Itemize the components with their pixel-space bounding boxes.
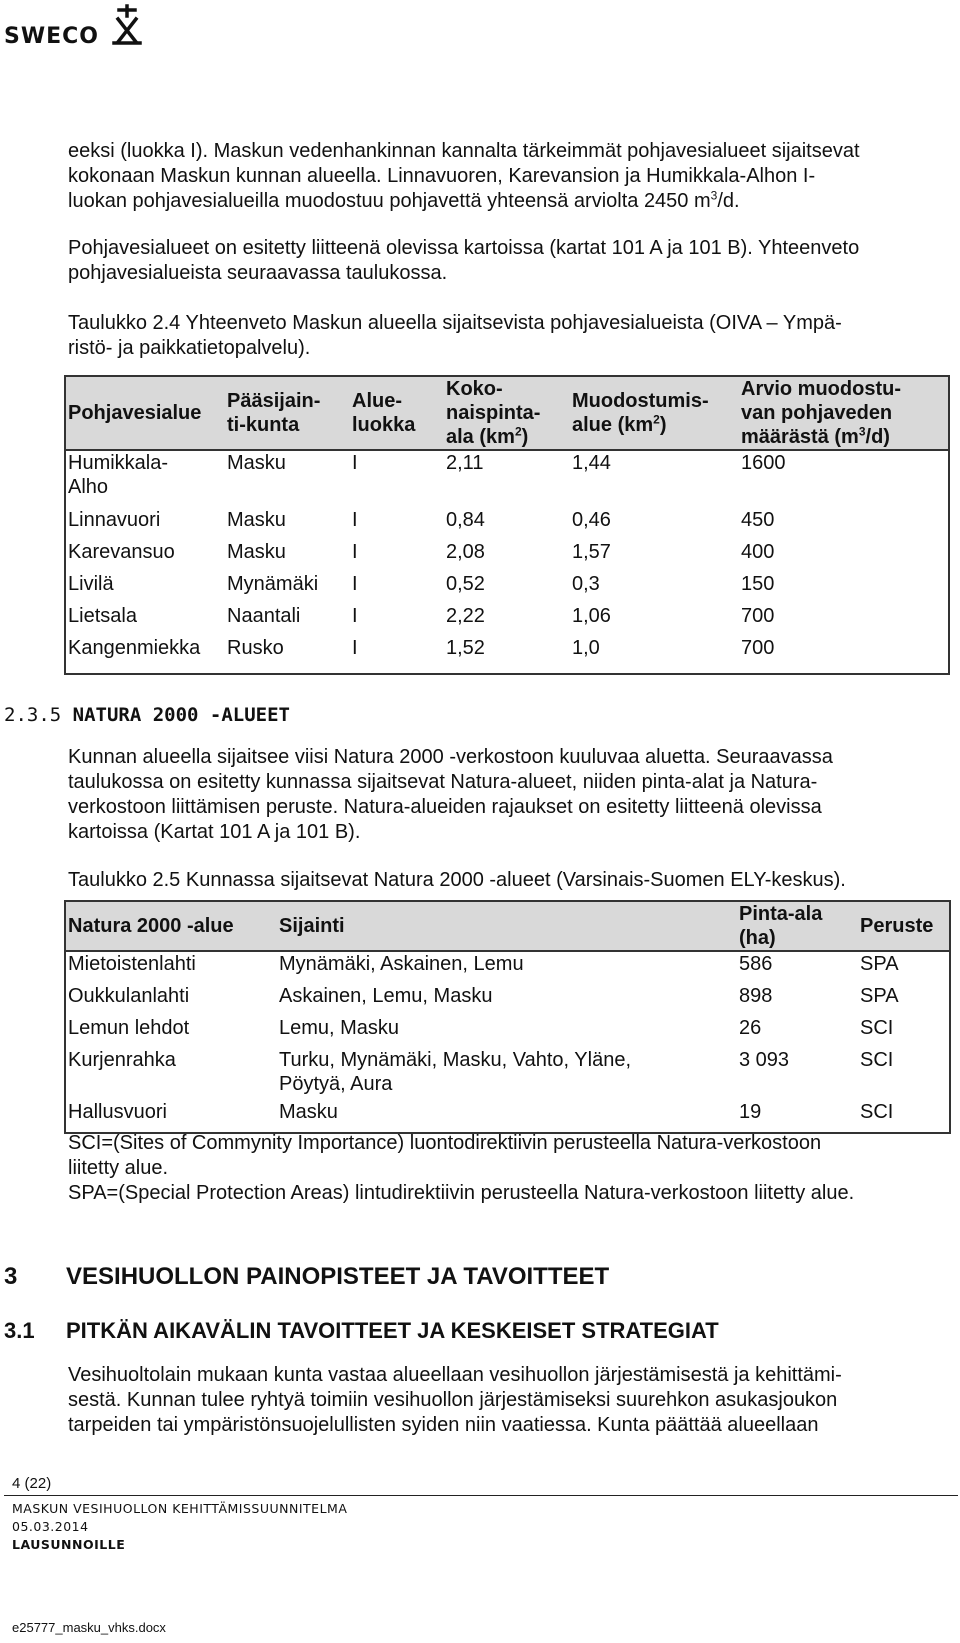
cell-line: Turku, Mynämäki, Masku, Vahto, Yläne, — [279, 1049, 632, 1071]
text-line: eeksi (luokka I). Maskun vedenhankinnan kannalta tärkeimmät pohjavesialueet sijaitsevat — [68, 140, 860, 162]
cell-name: Mietoistenlahti — [68, 953, 196, 975]
section-number: 3 — [4, 1263, 18, 1290]
header-line: Koko- — [446, 378, 503, 400]
sweco-logo-icon — [112, 4, 142, 46]
header-line: Muodostumis- — [572, 390, 709, 412]
table-row — [65, 1100, 950, 1133]
note-line: SPA=(Special Protection Areas) lintudirektiivin perusteella Natura-verkostoon liitetty alue. — [68, 1182, 855, 1204]
cell-peruste: SCI — [860, 1101, 894, 1123]
cell-ala: 898 — [739, 985, 773, 1007]
header-line — [572, 413, 737, 437]
cell-ala: 3 093 — [739, 1049, 790, 1071]
text-line: Kunnan alueella sijaitsee viisi Natura 2000 -verkostoon kuuluvaa aluetta. Seuraavassa — [68, 746, 833, 768]
header-line: naispinta- — [446, 402, 541, 424]
footer-date: 05.03.2014 — [12, 1519, 89, 1534]
cell-arvio: 700 — [741, 637, 775, 659]
table-row — [65, 508, 949, 540]
header-line — [446, 425, 568, 449]
cell-kunta: Masku — [227, 452, 286, 474]
natura-paragraph — [68, 745, 948, 845]
text-line: kokonaan Maskun kunnan alueella. Linnavuoren, Karevansion ja Humikkala-Alhon I- — [68, 165, 816, 187]
cell-arvio: 400 — [741, 541, 775, 563]
text-line: kartoissa (Kartat 101 A ja 101 B). — [68, 821, 361, 843]
sweco-logo — [4, 4, 144, 50]
text-line: taulukossa on esitetty kunnassa sijaitsevat Natura-alueet, niiden pinta-alat ja Natura- — [68, 771, 818, 793]
cell-kunta: Masku — [227, 509, 286, 531]
section-heading-3 — [4, 1263, 609, 1291]
section-title: NATURA 2000 -ALUEET — [72, 704, 290, 726]
cell-peruste: SPA — [860, 953, 899, 975]
table-row — [65, 951, 950, 984]
cell-arvio: 1600 — [741, 452, 786, 474]
section-heading-235 — [4, 704, 290, 726]
header-line: Alue- — [352, 390, 402, 412]
header-kokonaispinta-ala — [444, 376, 570, 450]
cell-ala: 586 — [739, 953, 773, 975]
header-line: Pääsijain- — [227, 390, 321, 412]
section-number: 3.1 — [4, 1318, 35, 1343]
cell-line: Pöytyä, Aura — [279, 1073, 393, 1095]
table-row — [65, 1016, 950, 1048]
cell-arvio: 150 — [741, 573, 775, 595]
text-line: verkostoon liittämisen peruste. Natura-alueiden rajaukset on esitetty liitteenä olevissa — [68, 796, 822, 818]
cell-name: Lietsala — [68, 605, 137, 627]
cell-peruste: SCI — [860, 1017, 894, 1039]
note-line: SCI=(Sites of Commynity Importance) luontodirektiivin perusteella Natura-verkostoon — [68, 1132, 822, 1154]
header-pinta-ala — [737, 901, 858, 951]
cell-name: Hallusvuori — [68, 1101, 167, 1123]
text-span: ala (km — [446, 426, 515, 448]
section-number: 2.3.5 — [4, 704, 62, 726]
intro-paragraph-1 — [68, 139, 948, 214]
table-2-caption — [68, 870, 948, 893]
header-sijainti: Sijainti — [277, 901, 737, 951]
cell-name: Linnavuori — [68, 509, 161, 531]
text-span: ) — [521, 426, 529, 448]
text-line: Vesihuoltolain mukaan kunta vastaa alueellaan vesihuollon järjestämisestä ja kehittämi- — [68, 1364, 842, 1386]
section-title: VESIHUOLLON PAINOPISTEET JA TAVOITTEET — [66, 1263, 610, 1290]
cell-peruste: SCI — [860, 1049, 894, 1071]
footer-filename: e25777_masku_vhks.docx — [12, 1620, 166, 1635]
cell-sijainti: Lemu, Masku — [279, 1017, 400, 1039]
text-line: tarpeiden tai ympäristönsuojelullisten syiden niin vaatiessa. Kunta päättää alueellaan — [68, 1414, 819, 1436]
superscript: 3 — [710, 188, 718, 203]
table-row — [65, 540, 949, 572]
cell-luokka: I — [352, 509, 358, 531]
section-31-paragraph — [68, 1363, 948, 1438]
header-line: luokka — [352, 414, 416, 436]
text-line: pohjavesialueista seuraavassa taulukossa. — [68, 262, 448, 284]
text-line: ristö- ja paikkatietopalvelu). — [68, 337, 311, 359]
cell-line: Alho — [68, 476, 109, 498]
cell-luokka: I — [352, 637, 358, 659]
cell-line: Humikkala- — [68, 452, 169, 474]
cell-sijainti: Askainen, Lemu, Masku — [279, 985, 493, 1007]
text-span: määrästä (m — [741, 426, 859, 448]
cell-pinta: 2,08 — [446, 541, 485, 563]
header-line: Pinta-ala — [739, 903, 823, 925]
header-line: van pohjaveden — [741, 402, 893, 424]
section-heading-31 — [4, 1318, 719, 1344]
header-natura-alue: Natura 2000 -alue — [65, 901, 277, 951]
header-line: Arvio muodostu- — [741, 378, 901, 400]
cell-name: Oukkulanlahti — [68, 985, 190, 1007]
intro-paragraph-2 — [68, 236, 948, 286]
superscript: 3 — [858, 424, 866, 439]
header-line: ti-kunta — [227, 414, 300, 436]
table-header-row — [65, 376, 949, 450]
cell-ala: 26 — [739, 1017, 762, 1039]
cell-sijainti: Masku — [279, 1101, 338, 1123]
cell-kunta: Naantali — [227, 605, 301, 627]
cell-name: Lemun lehdot — [68, 1017, 190, 1039]
text-span: luokan pohjavesialueilla muodostuu pohjavettä yhteensä arviolta 2450 m — [68, 190, 711, 212]
header-paasijaintikunta — [225, 376, 350, 450]
text-line: Pohjavesialueet on esitetty liitteenä olevissa kartoissa (kartat 101 A ja 101 B). Yhteenveto — [68, 237, 860, 259]
text-line — [68, 189, 948, 214]
header-line: (ha) — [739, 927, 776, 949]
cell-luokka: I — [352, 605, 358, 627]
cell-luokka: I — [352, 452, 358, 474]
cell-name: Karevansuo — [68, 541, 175, 563]
cell-muod: 1,06 — [572, 605, 611, 627]
superscript: 2 — [514, 424, 522, 439]
text-span: /d) — [865, 426, 890, 448]
header-line — [741, 425, 946, 449]
cell-muod: 0,46 — [572, 509, 611, 531]
cell-pinta: 1,52 — [446, 637, 485, 659]
table-row — [65, 450, 949, 508]
cell-muod: 1,44 — [572, 452, 611, 474]
superscript: 2 — [653, 412, 660, 427]
cell-sijainti: Mynämäki, Askainen, Lemu — [279, 953, 524, 975]
cell-pinta: 0,52 — [446, 573, 485, 595]
page-number: 4 (22) — [12, 1475, 52, 1492]
table-row — [65, 572, 949, 604]
footer-title: MASKUN VESIHUOLLON KEHITTÄMISSUUNNITELMA — [12, 1501, 348, 1516]
header-alueluokka — [350, 376, 444, 450]
footer-divider — [4, 1495, 958, 1496]
table-row — [65, 1048, 950, 1100]
cell-peruste: SPA — [860, 985, 899, 1007]
cell-sijainti — [277, 1048, 737, 1100]
table-row — [65, 984, 950, 1016]
groundwater-areas-table — [64, 375, 950, 675]
cell-ala: 19 — [739, 1101, 762, 1123]
header-arvio — [739, 376, 949, 450]
text-line: Taulukko 2.5 Kunnassa sijaitsevat Natura 2000 -alueet (Varsinais-Suomen ELY-keskus). — [68, 869, 846, 891]
text-span: ) — [659, 414, 667, 436]
footer-status: LAUSUNNOILLE — [12, 1537, 126, 1552]
cell-name: Kurjenrahka — [68, 1049, 176, 1071]
cell-pinta: 0,84 — [446, 509, 485, 531]
table-2-notes — [68, 1131, 948, 1206]
header-muodostumisalue — [570, 376, 739, 450]
natura-areas-table — [64, 900, 951, 1134]
cell-name: Kangenmiekka — [68, 637, 201, 659]
cell-luokka: I — [352, 541, 358, 563]
cell-muod: 0,3 — [572, 573, 600, 595]
cell-pinta: 2,11 — [446, 452, 484, 474]
logo-wordmark: SWECO — [4, 24, 99, 49]
header-pohjavesialue: Pohjavesialue — [65, 376, 225, 450]
text-line: sestä. Kunnan tulee ryhtyä toimiin vesihuollon järjestämiseksi suurehkon asukasjoukon — [68, 1389, 838, 1411]
text-span: alue (km — [572, 414, 654, 436]
section-title: PITKÄN AIKAVÄLIN TAVOITTEET JA KESKEISET STRATEGIAT — [66, 1318, 719, 1343]
table-row — [65, 636, 949, 674]
note-line: liitetty alue. — [68, 1157, 169, 1179]
cell-name — [65, 450, 225, 508]
cell-pinta: 2,22 — [446, 605, 485, 627]
cell-muod: 1,0 — [572, 637, 600, 659]
cell-arvio: 450 — [741, 509, 775, 531]
cell-luokka: I — [352, 573, 358, 595]
header-peruste: Peruste — [858, 901, 950, 951]
cell-muod: 1,57 — [572, 541, 611, 563]
cell-kunta: Rusko — [227, 637, 284, 659]
cell-kunta: Masku — [227, 541, 286, 563]
table-row — [65, 604, 949, 636]
text-span: /d. — [717, 190, 740, 212]
cell-name: Livilä — [68, 573, 114, 595]
text-line: Taulukko 2.4 Yhteenveto Maskun alueella sijaitsevista pohjavesialueista (OIVA – Ympä- — [68, 312, 842, 334]
table-header-row — [65, 901, 950, 951]
table-1-caption — [68, 311, 948, 361]
cell-arvio: 700 — [741, 605, 775, 627]
cell-kunta: Mynämäki — [227, 573, 319, 595]
